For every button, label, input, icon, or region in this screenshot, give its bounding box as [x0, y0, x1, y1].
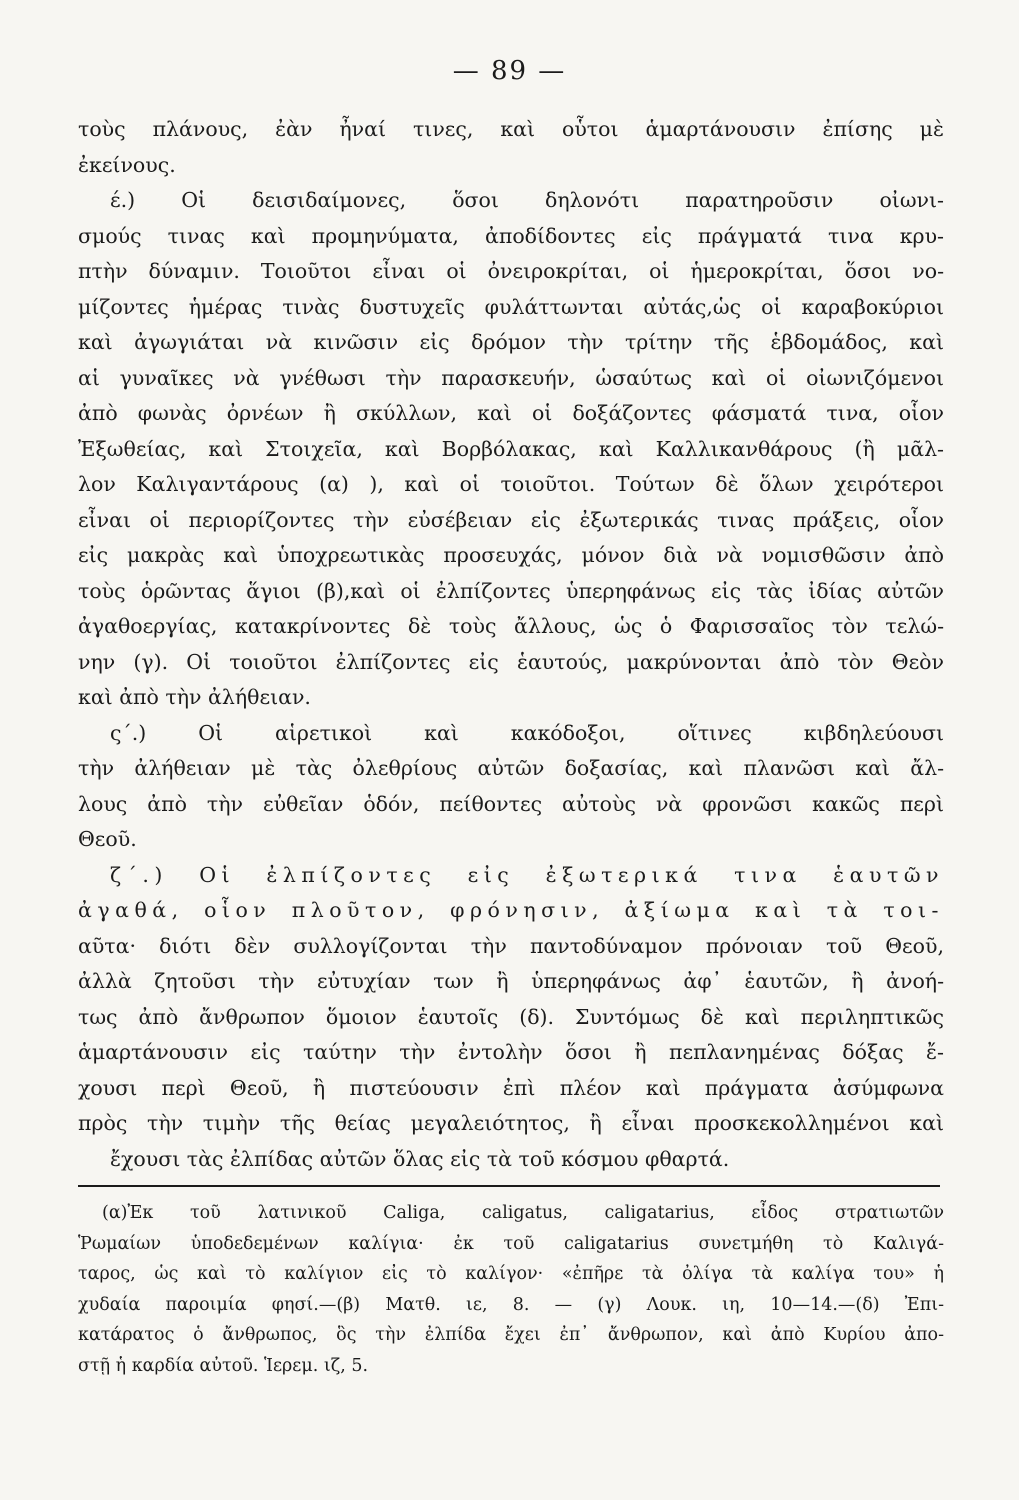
text-line: ἀγαθά, οἷον πλοῦτον, φρόνησιν, ἀξίωμα καὶ τὰ τοι- — [78, 898, 944, 922]
section-heading-line: ζ΄.) Οἱ ἐλπίζοντες εἰς ἐξωτερικά τινα ἑαυτῶν — [110, 862, 944, 887]
text-line: μίζοντες ἡμέρας τινὰς δυστυχεῖς φυλάττωνται αὐτάς,ὡς οἱ καραβοκύριοι — [78, 294, 944, 319]
text-line: Θεοῦ. — [78, 827, 137, 851]
text-line: εἶναι οἱ περιορίζοντες τὴν εὐσέβειαν εἰς ἐξωτερικάς τινας πράξεις, οἷον — [78, 507, 944, 532]
section-heading-line: ς΄.) Οἱ αἱρετικοὶ καὶ κακόδοξοι, οἵτινες κιβδηλεύουσι — [110, 720, 944, 745]
footnote-line: στῇ ἡ καρδία αὐτοῦ. Ἱερεμ. ιζ, 5. — [78, 1355, 369, 1376]
text-line: λον Καλιγαντάρους (α) ), καὶ οἱ τοιοῦτοι. Τούτων δὲ ὅλων χειρότεροι — [78, 472, 944, 496]
text-line: νην (γ). Οἱ τοιοῦτοι ἐλπίζοντες εἰς ἑαυτούς, μακρύνονται ἀπὸ τὸν Θεὸν — [78, 649, 944, 674]
text-line: χουσι περὶ Θεοῦ, ἢ πιστεύουσιν ἐπὶ πλέον καὶ πράγματα ἀσύμφωνα — [78, 1075, 944, 1100]
text-line: τὴν ἀλήθειαν μὲ τὰς ὀλεθρίους αὐτῶν δοξασίας, καὶ πλανῶσι καὶ ἄλ- — [78, 756, 944, 780]
text-line: πρὸς τὴν τιμὴν τῆς θείας μεγαλειότητος, ἢ εἶναι προσκεκολλημένοι καὶ — [78, 1111, 944, 1135]
footnote-line: χυδαία παροιμία φησί.—(β) Ματθ. ιε, 8. — (γ) Λουκ. ιη, 10—14.—(δ) Ἐπι- — [78, 1294, 944, 1315]
text-line: ἔχουσι τὰς ἐλπίδας αὐτῶν ὅλας εἰς τὰ τοῦ κόσμου φθαρτά. — [110, 1146, 730, 1171]
text-line: αἱ γυναῖκες νὰ γνέθωσι τὴν παρασκευήν, ὡσαύτως καὶ οἱ οἰωνιζόμενοι — [78, 365, 944, 390]
text-line: καὶ ἀγωγιάται νὰ κινῶσιν εἰς δρόμον τὴν τρίτην τῆς ἑβδομάδος, καὶ — [78, 330, 944, 354]
footnote-separator — [78, 1185, 940, 1187]
text-line: ἀλλὰ ζητοῦσι τὴν εὐτυχίαν των ἢ ὑπερηφάνως ἀφ᾽ ἑαυτῶν, ἢ ἀνοή- — [78, 969, 944, 993]
text-line: εἰς μακρὰς καὶ ὑποχρεωτικὰς προσευχάς, μόνον διὰ νὰ νομισθῶσιν ἀπὸ — [78, 543, 944, 567]
text-line: καὶ ἀπὸ τὴν ἀλήθειαν. — [78, 685, 311, 709]
text-line: Ἐξωθείας, καὶ Στοιχεῖα, καὶ Βορβόλακας, καὶ Καλλικανθάρους (ἢ μᾶλ- — [78, 436, 944, 461]
footnotes — [78, 1198, 944, 1381]
page-number: — 89 — — [452, 56, 567, 86]
text-line: σμούς τινας καὶ προμηνύματα, ἀποδίδοντες εἰς πράγματά τινα κρυ- — [78, 223, 944, 248]
footnote-line: Ῥωμαίων ὑποδεδεμένων καλίγια· ἐκ τοῦ caligatarius συνετμήθη τὸ Καλιγά- — [78, 1233, 944, 1254]
text-line: ἐκείνους. — [78, 152, 176, 177]
text-line: ἀγαθοεργίας, κατακρίνοντες δὲ τοὺς ἄλλους, ὡς ὁ Φαρισσαῖος τὸν τελώ- — [78, 614, 944, 638]
text-line: ἀπὸ φωνὰς ὀρνέων ἢ σκύλλων, καὶ οἱ δοξάζοντες φάσματά τινα, οἷον — [78, 401, 944, 425]
text-line: τοὺς ὁρῶντας ἅγιοι (β),καὶ οἱ ἐλπίζοντες ὑπερηφάνως εἰς τὰς ἰδίας αὐτῶν — [78, 578, 944, 603]
text-line: αῦτα· διότι δὲν συλλογίζονται τὴν παντοδύναμον πρόνοιαν τοῦ Θεοῦ, — [78, 933, 944, 958]
text-line: τως ἀπὸ ἄνθρωπον ὅμοιον ἑαυτοῖς (δ). Συντόμως δὲ καὶ περιληπτικῶς — [78, 1004, 944, 1029]
main-text — [78, 112, 944, 1177]
text-line: πτὴν δύναμιν. Τοιοῦτοι εἶναι οἱ ὀνειροκρίται, οἱ ἡμεροκρίται, ὅσοι νο- — [78, 259, 944, 283]
text-line: ἁμαρτάνουσιν εἰς ταύτην τὴν ἐντολὴν ὅσοι ἢ πεπλανημένας δόξας ἔ- — [78, 1040, 944, 1064]
text-line: λους ἀπὸ τὴν εὐθεῖαν ὁδόν, πείθοντες αὐτοὺς νὰ φρονῶσι κακῶς περὶ — [78, 791, 944, 816]
footnote-line: (α)Ἐκ τοῦ λατινικοῦ Caliga, caligatus, caligatarius, εἶδος στρατιωτῶν — [102, 1203, 944, 1223]
footnote-line: ταρος, ὡς καὶ τὸ καλίγιον εἰς τὸ καλίγον· «ἐπῆρε τὰ ὀλίγα τὰ καλίγα του» ἡ — [78, 1264, 944, 1284]
text-line: τοὺς πλάνους, ἐὰν ἦναί τινες, καὶ οὗτοι ἁμαρτάνουσιν ἐπίσης μὲ — [78, 117, 944, 141]
section-heading-line: έ.) Οἱ δεισιδαίμονες, ὅσοι δηλονότι παρατηροῦσιν οἰωνι- — [110, 188, 944, 212]
footnote-line: κατάρατος ὁ ἄνθρωπος, ὃς τὴν ἐλπίδα ἔχει ἐπ᾽ ἄνθρωπον, καὶ ἀπὸ Κυρίου ἀπο- — [78, 1325, 944, 1345]
